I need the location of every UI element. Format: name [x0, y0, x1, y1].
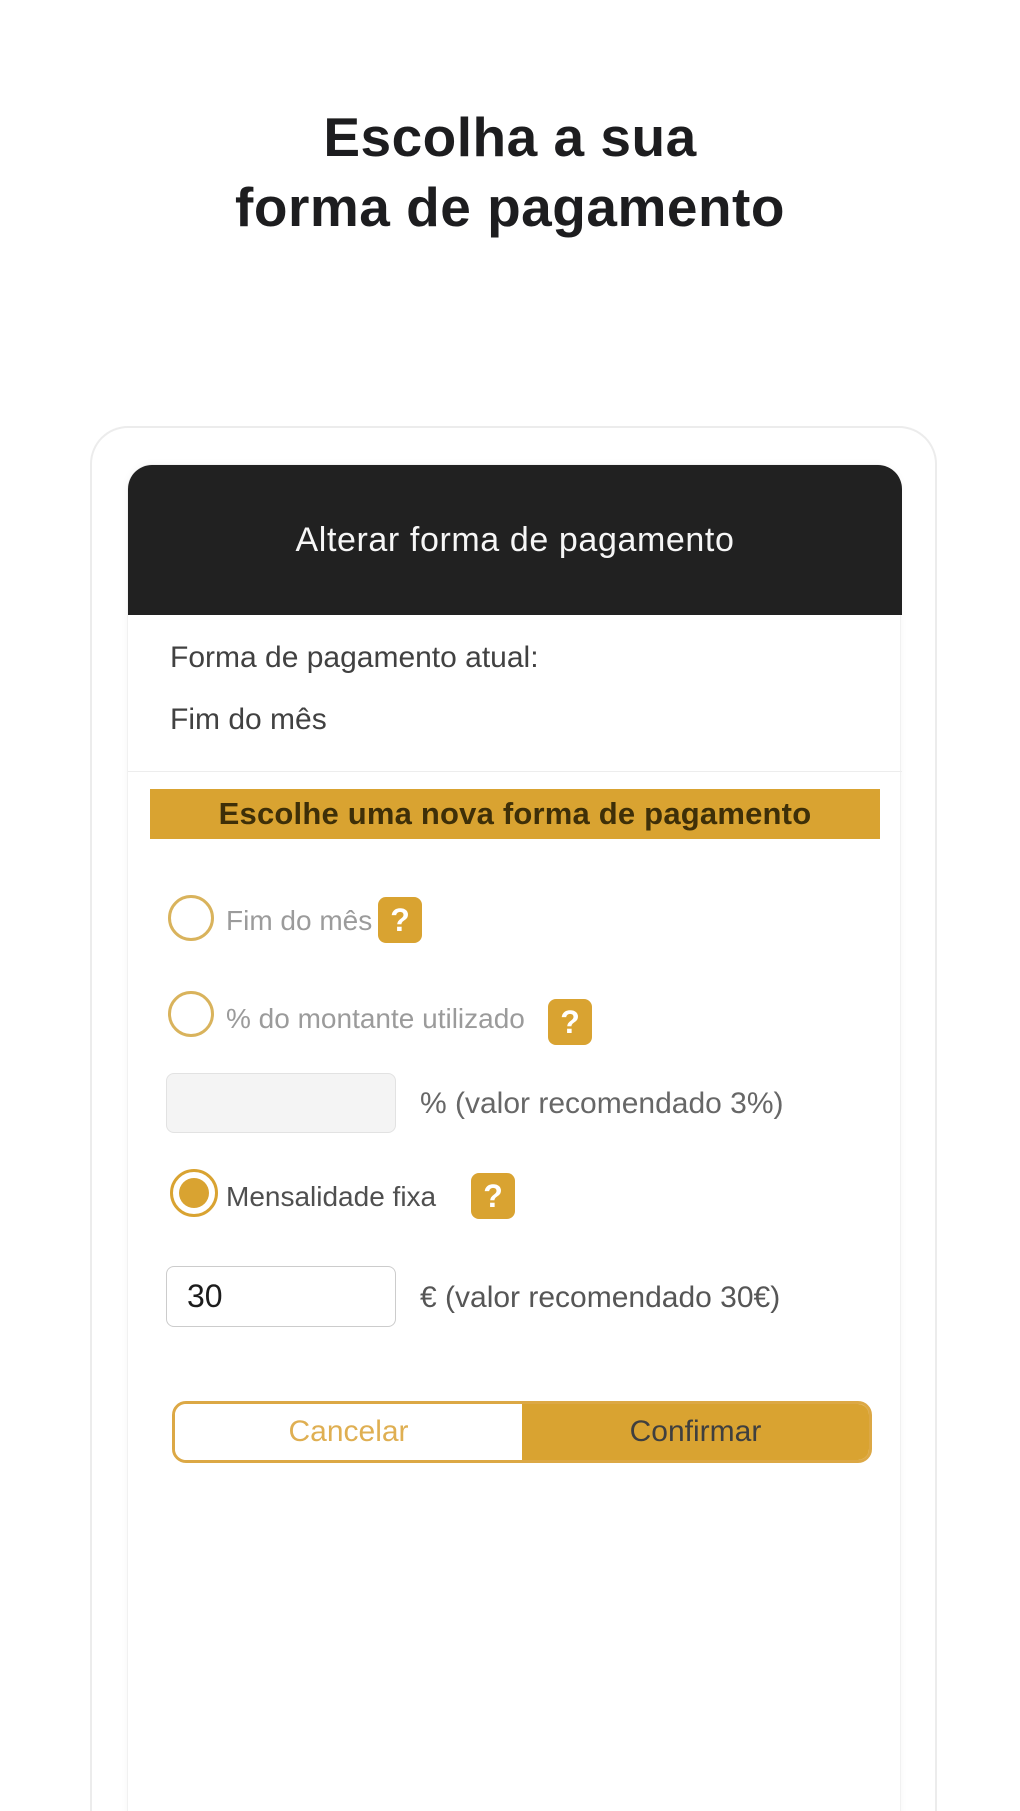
radio-selected-dot [179, 1178, 209, 1208]
help-icon-percentagem[interactable]: ? [548, 999, 592, 1045]
radio-fim-do-mes[interactable] [168, 895, 214, 941]
modal-header-title: Alterar forma de pagamento [295, 520, 735, 559]
percentage-input[interactable] [166, 1073, 396, 1133]
current-method-label: Forma de pagamento atual: [170, 641, 539, 674]
action-button-group [172, 1401, 872, 1463]
percentage-input-hint: % (valor recomendado 3%) [420, 1087, 784, 1120]
fixed-amount-input[interactable] [166, 1266, 396, 1327]
confirm-button[interactable]: Confirmar [522, 1404, 869, 1460]
radio-mensalidade-fixa-label[interactable]: Mensalidade fixa [226, 1181, 437, 1212]
radio-percentagem-label[interactable]: % do montante utilizado [226, 1003, 525, 1034]
section-divider [128, 771, 902, 772]
page-title-line1: Escolha a sua [323, 106, 697, 168]
cancel-button[interactable]: Cancelar [175, 1404, 522, 1460]
page-title [0, 102, 1020, 242]
payment-card [90, 426, 937, 1811]
payment-modal [127, 464, 901, 1811]
radio-fim-do-mes-label[interactable]: Fim do mês [226, 905, 373, 936]
radio-percentagem[interactable] [168, 991, 214, 1037]
choose-new-method-banner-label: Escolhe uma nova forma de pagamento [218, 796, 812, 831]
help-icon-mensalidade-fixa[interactable]: ? [471, 1173, 515, 1219]
choose-new-method-banner [150, 789, 880, 839]
radio-mensalidade-fixa[interactable] [170, 1169, 218, 1217]
page-title-line2: forma de pagamento [235, 176, 785, 238]
current-method-value: Fim do mês [170, 703, 327, 736]
help-icon-fim-do-mes[interactable]: ? [378, 897, 422, 943]
fixed-amount-input-hint: € (valor recomendado 30€) [420, 1281, 781, 1314]
modal-header [128, 465, 902, 615]
